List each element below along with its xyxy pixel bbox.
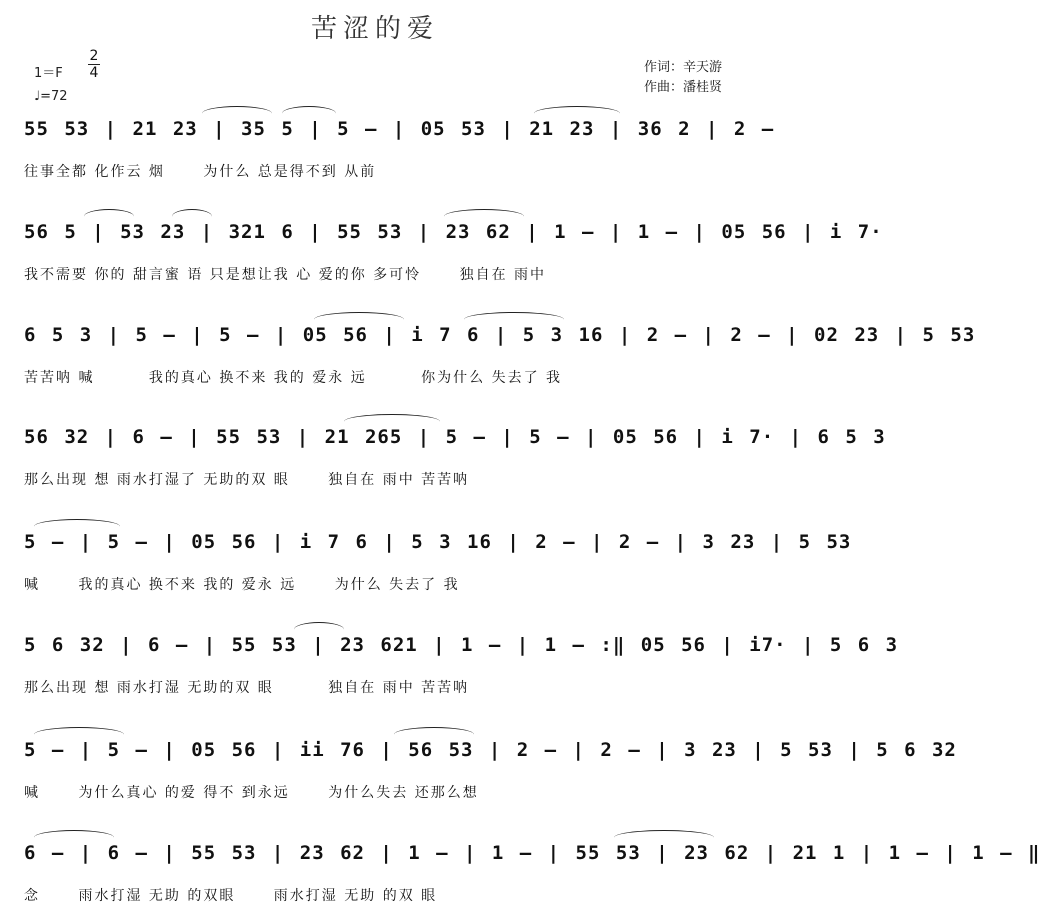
- time-signature-bottom: 4: [89, 65, 99, 81]
- lyricist: 作词：辛天游: [643, 60, 722, 75]
- credits: [644, 58, 722, 98]
- key-signature: 1＝F: [34, 66, 63, 81]
- time-signature: [86, 48, 102, 81]
- notation-line: 5 — | 5 — | 05 56 | ii 76 | 56 53 | 2 — | 2 — | 3 23 | 5 53 | 5 6 32: [24, 739, 957, 761]
- time-signature-top: 2: [89, 48, 99, 64]
- lyric-line: 那么出现 想 雨水打湿 无助的双 眼 独自在 雨中 苦苦呐: [24, 680, 470, 696]
- tempo-marking: ♩=72: [34, 89, 68, 104]
- lyric-line: 苦苦呐 喊 我的真心 换不来 我的 爱永 远 你为什么 失去了 我: [24, 370, 563, 386]
- notation-line: 6 — | 6 — | 55 53 | 23 62 | 1 — | 1 — | 55 53 | 23 62 | 21 1 | 1 — | 1 — ‖: [24, 842, 1040, 864]
- lyric-line: 我不需要 你的 甜言蜜 语 只是想让我 心 爱的你 多可怜 独自在 雨中: [24, 267, 547, 283]
- lyric-line: 喊 我的真心 换不来 我的 爱永 远 为什么 失去了 我: [24, 577, 460, 593]
- composer: 作曲：潘桂贤: [643, 80, 722, 95]
- notation-line: 55 53 | 21 23 | 35 5 | 5 — | 05 53 | 21 23 | 36 2 | 2 —: [24, 118, 775, 140]
- lyric-line: 喊 为什么真心 的爱 得不 到永远 为什么失去 还那么想: [24, 785, 479, 801]
- lyric-line: 那么出现 想 雨水打湿了 无助的双 眼 独自在 雨中 苦苦呐: [24, 472, 470, 488]
- lyric-line: 往事全都 化作云 烟 为什么 总是得不到 从前: [24, 164, 377, 180]
- lyric-line: 念 雨水打湿 无助 的双眼 雨水打湿 无助 的双 眼: [24, 888, 438, 904]
- score-title: 苦涩的爱: [310, 14, 439, 44]
- notation-line: 5 6 32 | 6 — | 55 53 | 23 621 | 1 — | 1 — :‖ 05 56 | i7· | 5 6 3: [24, 634, 899, 656]
- notation-line: 6 5 3 | 5 — | 5 — | 05 56 | i 7 6 | 5 3 16 | 2 — | 2 — | 02 23 | 5 53: [24, 324, 976, 346]
- notation-line: 56 32 | 6 — | 55 53 | 21 265 | 5 — | 5 — | 05 56 | i 7· | 6 5 3: [24, 426, 886, 448]
- notation-line: 56 5 | 53 23 | 321 6 | 55 53 | 23 62 | 1 — | 1 — | 05 56 | i 7·: [24, 221, 883, 243]
- notation-line: 5 — | 5 — | 05 56 | i 7 6 | 5 3 16 | 2 — | 2 — | 3 23 | 5 53: [24, 531, 852, 553]
